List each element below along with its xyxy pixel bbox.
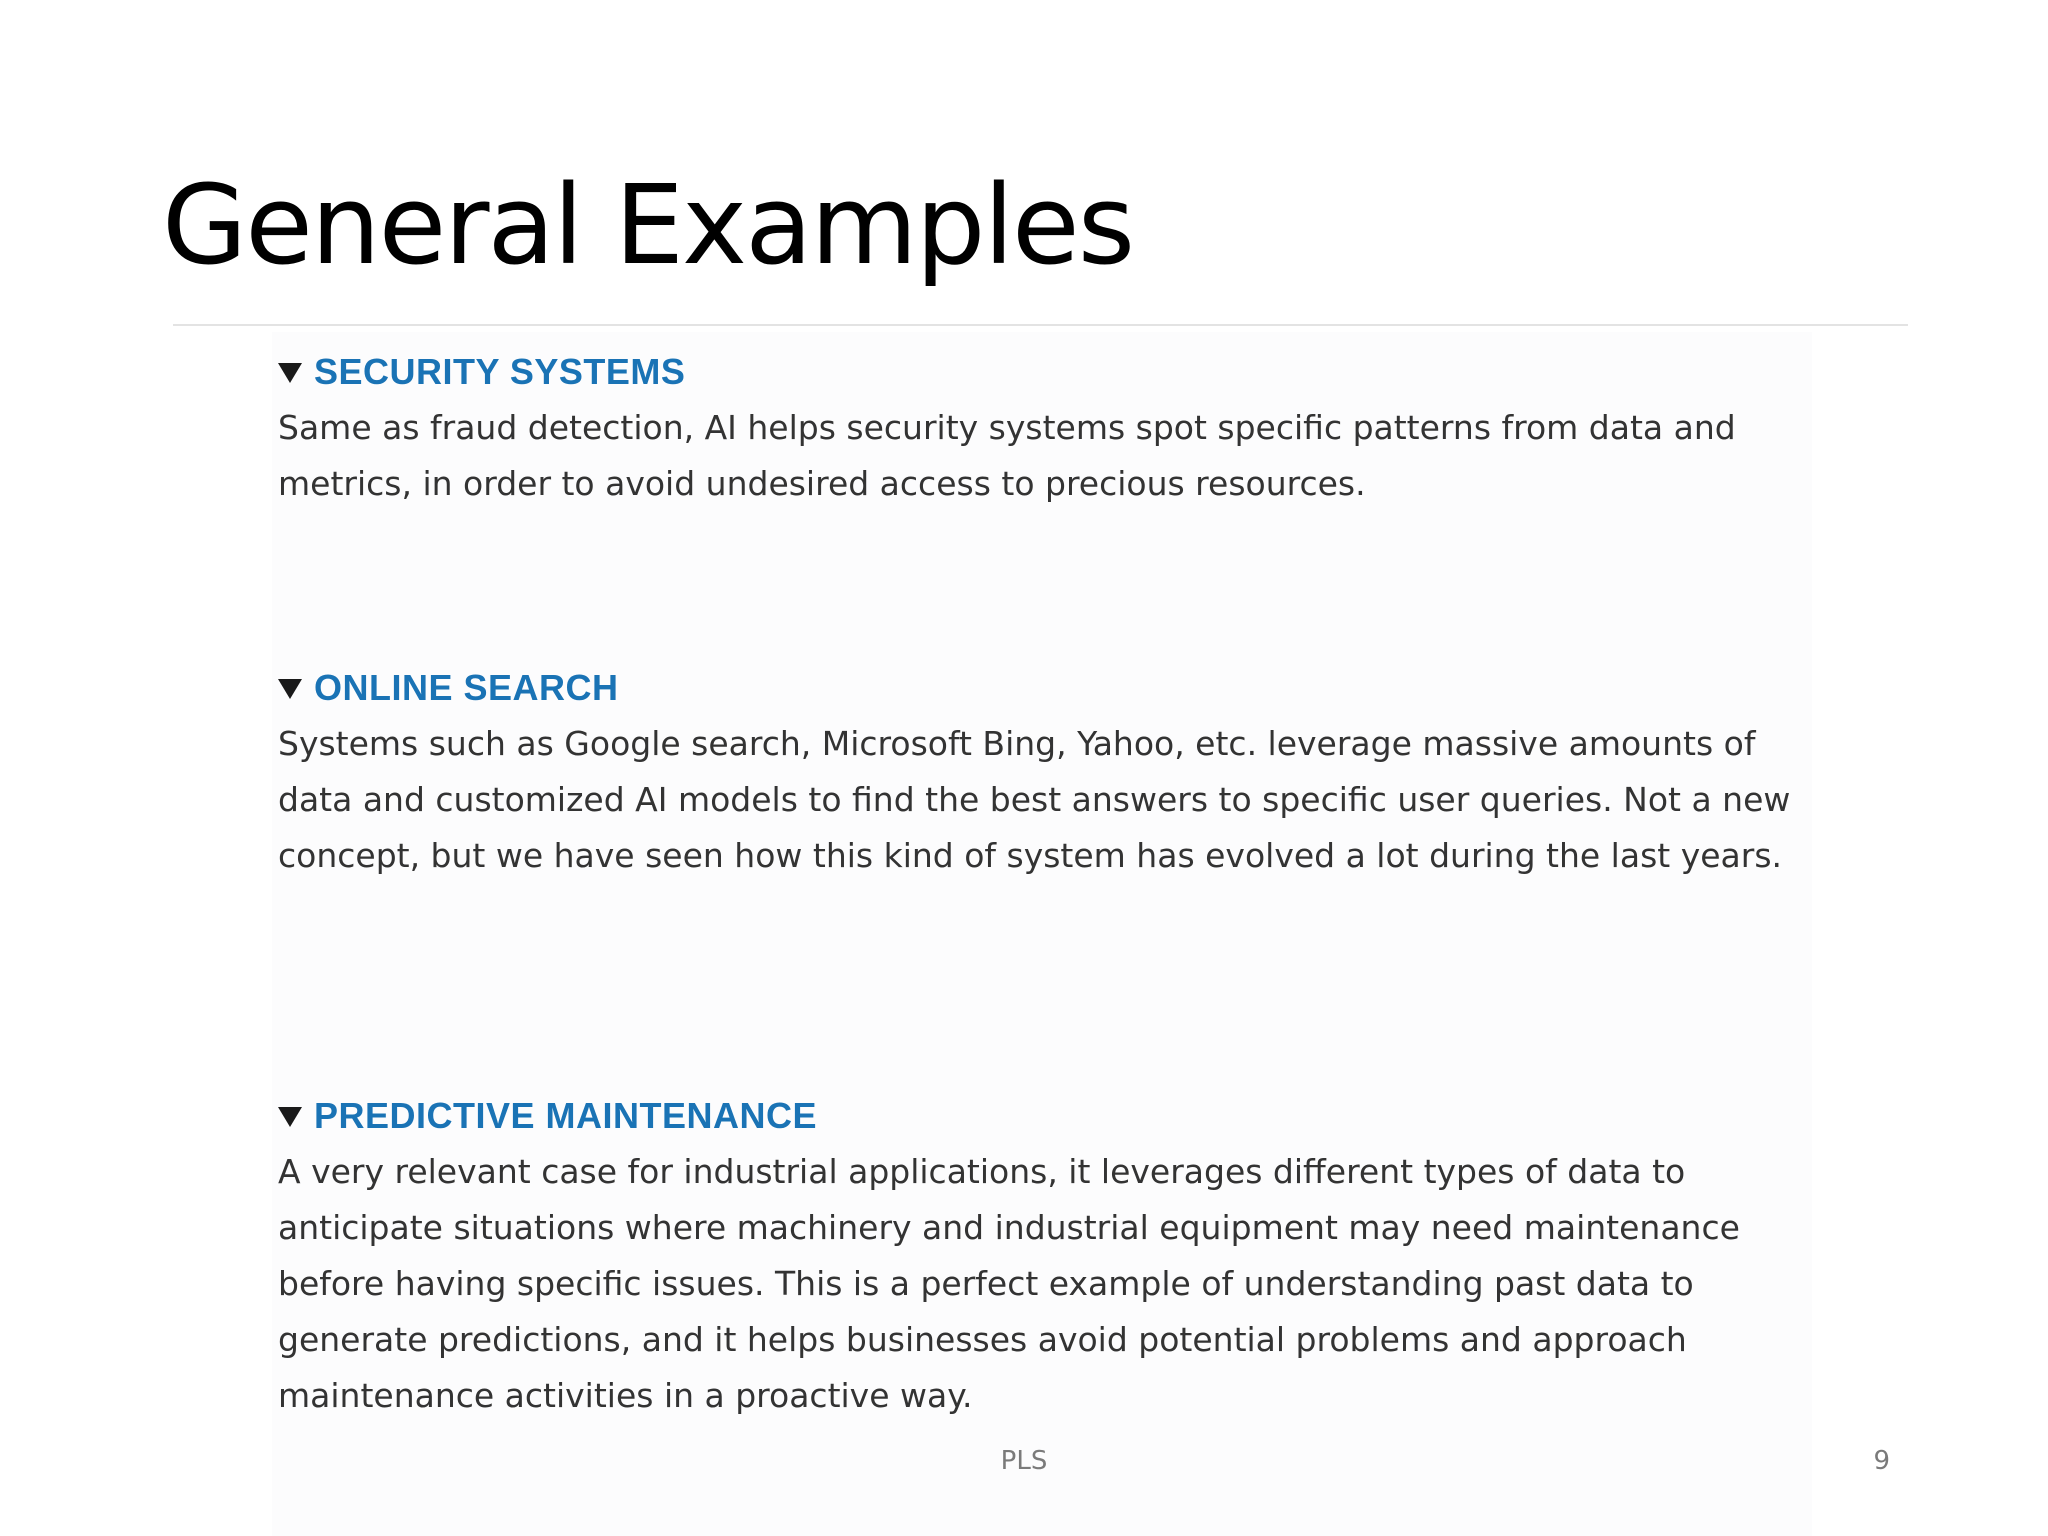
- section-predictive-maintenance: [278, 1092, 1808, 1424]
- section-heading[interactable]: [278, 1092, 1808, 1140]
- triangle-down-icon[interactable]: [278, 1107, 302, 1127]
- footer-text: PLS: [1000, 1446, 1048, 1476]
- section-body: Same as fraud detection, AI helps security systems spot specific patterns from data and metrics, in order to avoid undesired access to precious resources.: [278, 408, 1736, 503]
- section-heading-label: ONLINE SEARCH: [314, 667, 619, 708]
- section-heading-label: SECURITY SYSTEMS: [314, 351, 686, 392]
- section-heading-label: PREDICTIVE MAINTENANCE: [314, 1095, 818, 1136]
- section-heading[interactable]: [278, 664, 1808, 712]
- triangle-down-icon[interactable]: [278, 363, 302, 383]
- title-divider: [173, 324, 1908, 326]
- section-security-systems: [278, 348, 1808, 512]
- section-heading[interactable]: [278, 348, 1808, 396]
- section-body: Systems such as Google search, Microsoft Bing, Yahoo, etc. leverage massive amounts of data and customized AI models to find the best answers to specific user queries. Not a new concept, but we have seen how this kind of system has evolved a lot during the last years.: [278, 724, 1791, 875]
- slide-title: General Examples: [162, 161, 1133, 289]
- page-number: 9: [1873, 1446, 1890, 1476]
- triangle-down-icon[interactable]: [278, 679, 302, 699]
- section-online-search: [278, 664, 1808, 884]
- section-body: A very relevant case for industrial applications, it leverages different types of data to anticipate situations where machinery and industrial equipment may need maintenance before having specific issues. This is a perfect example of understanding past data to generate predictions, and it helps businesses avoid potential problems and approach maintenance activities in a proactive way.: [278, 1152, 1740, 1415]
